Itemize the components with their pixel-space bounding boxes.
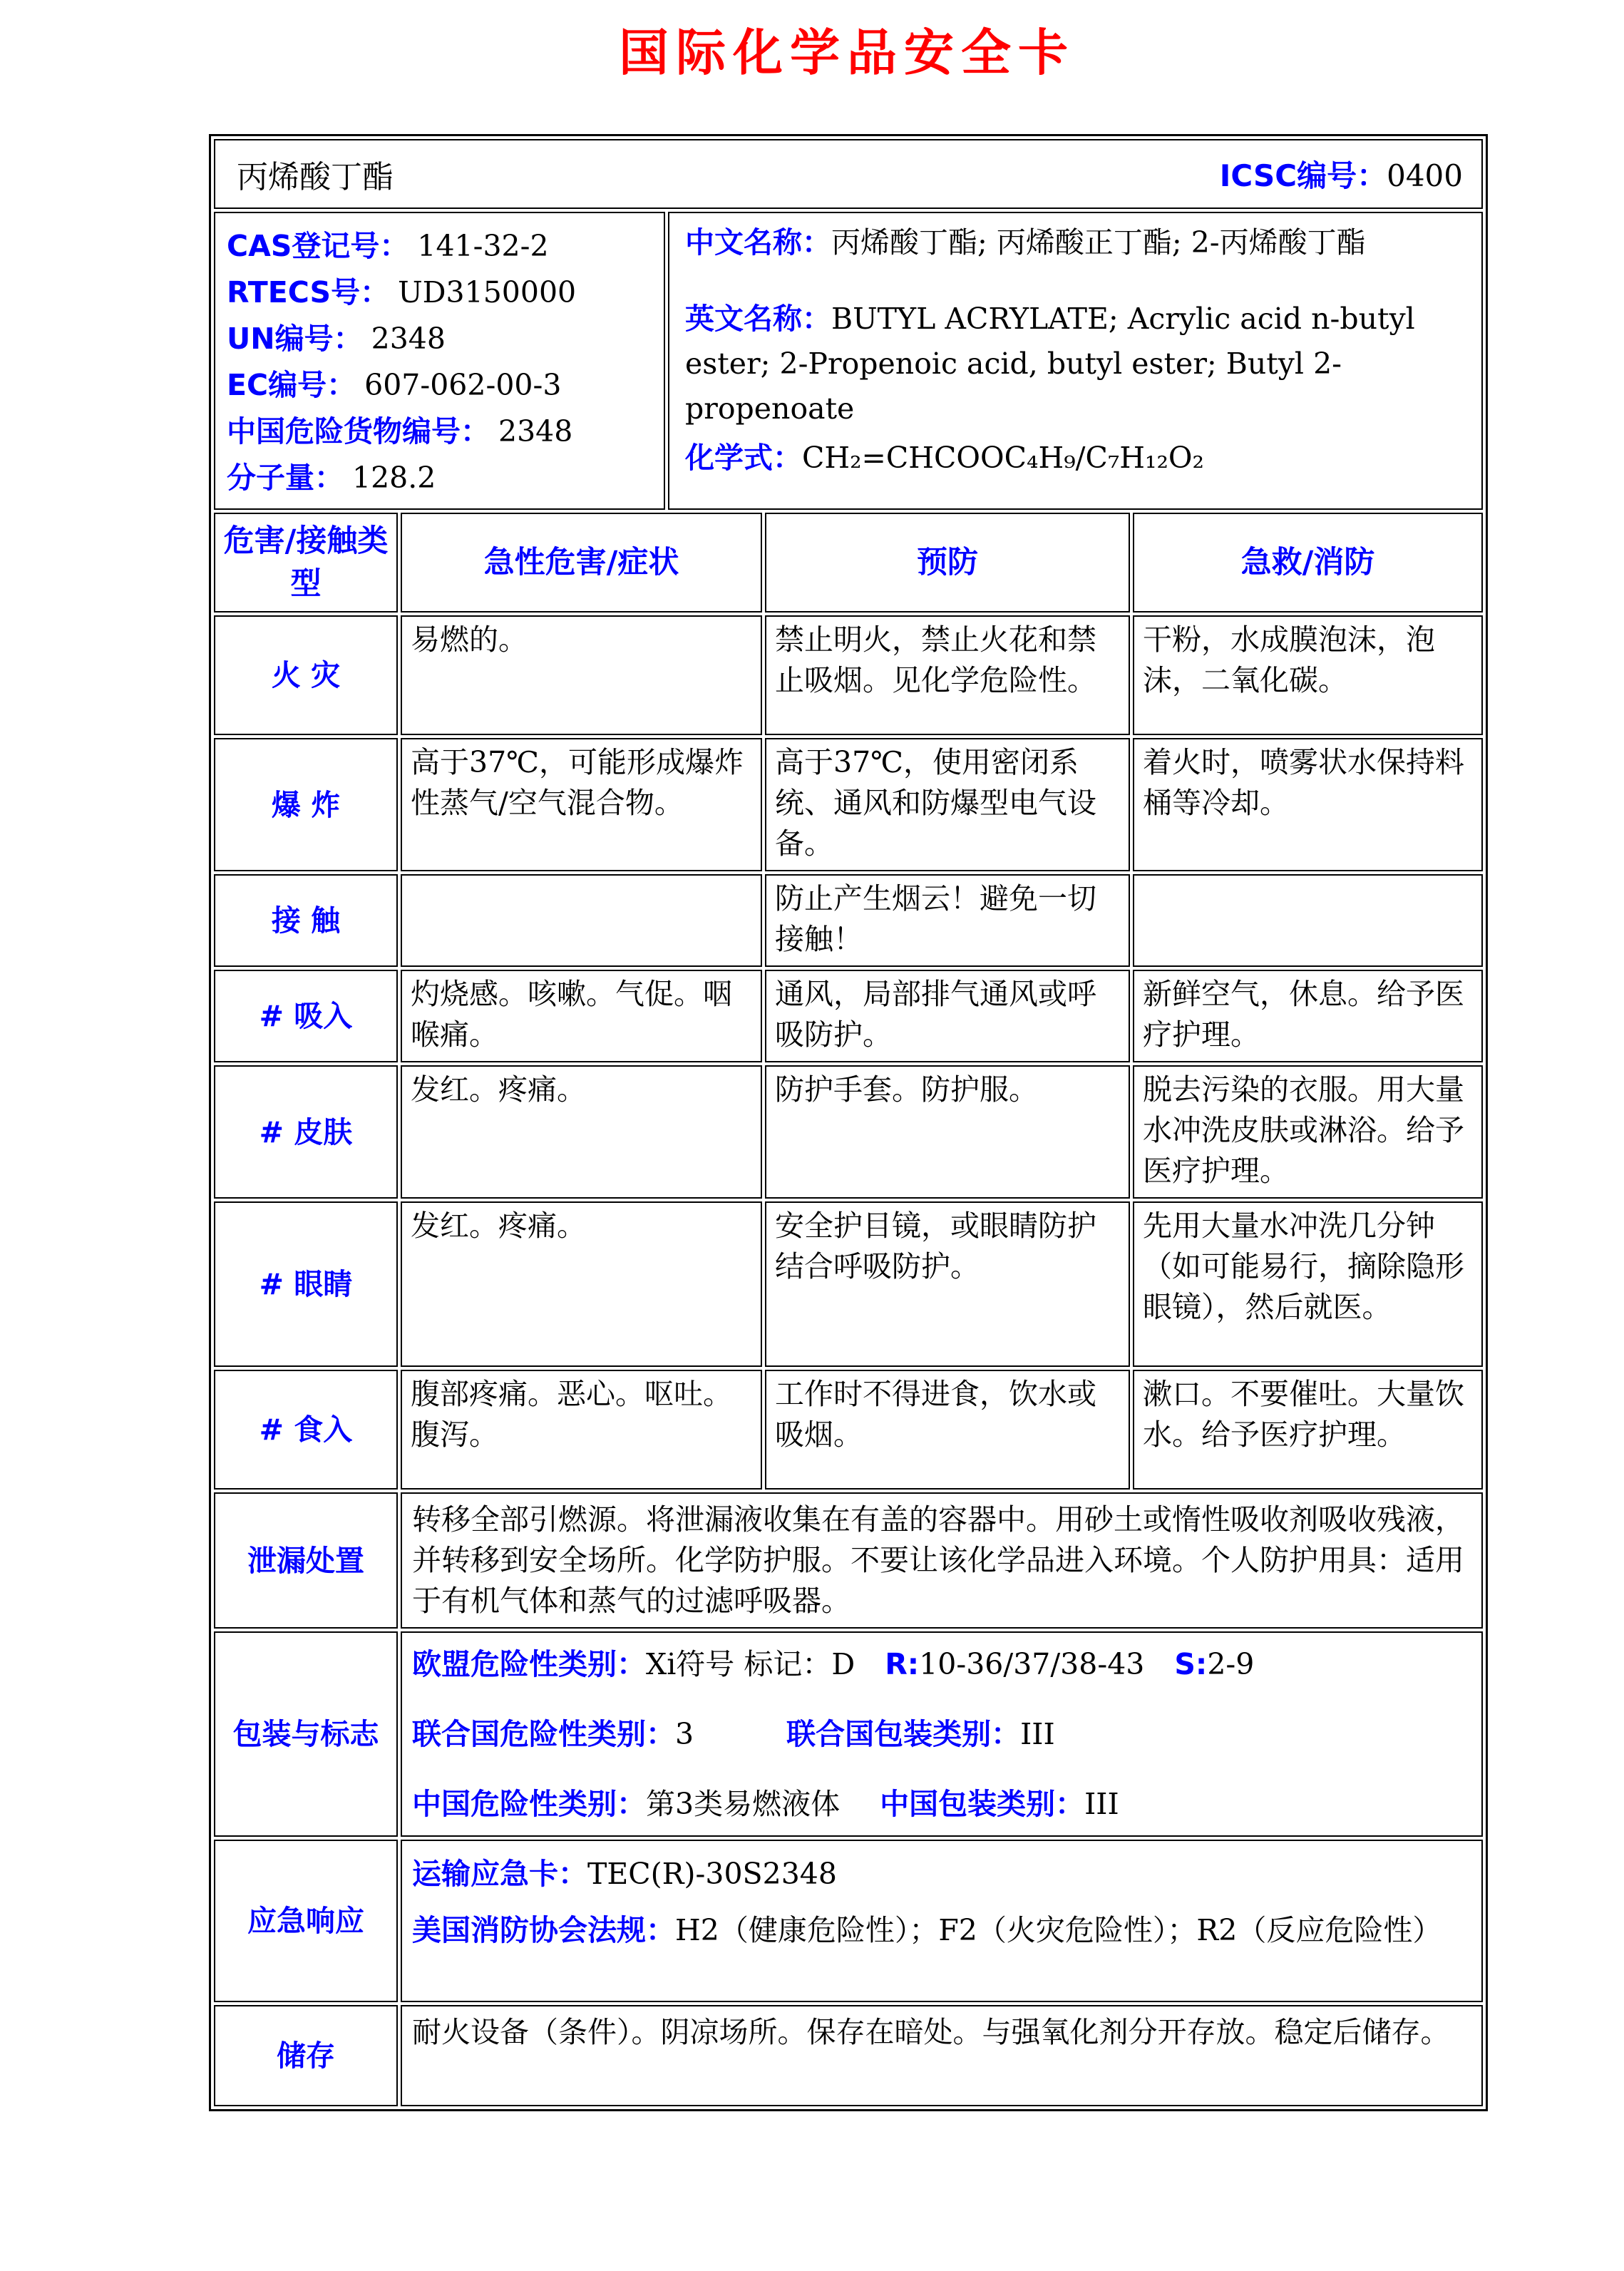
name-cell	[214, 139, 1483, 209]
header-acute-symptoms: 急性危害/症状	[401, 513, 762, 612]
transport-emergency-card-line: 运输应急卡：TEC(R)-30S2348	[412, 1857, 837, 1891]
row-label-inhalation: # 吸入	[214, 970, 398, 1062]
section-row-storage	[214, 2005, 1483, 2106]
skin-symptoms: 发红。疼痛。	[401, 1065, 762, 1199]
row-label-contact: 接 触	[214, 874, 398, 967]
section-label-packaging: 包装与标志	[214, 1631, 398, 1837]
inhalation-symptoms: 灼烧感。咳嗽。气促。咽喉痛。	[401, 970, 762, 1062]
fire-symptoms: 易燃的。	[401, 615, 762, 735]
hazard-row-inhalation	[214, 970, 1483, 1062]
ec-number-line: EC编号： 607-062-00-3	[227, 368, 562, 402]
cas-number-line: CAS登记号： 141-32-2	[227, 229, 549, 263]
section-row-packaging	[214, 1631, 1483, 1837]
identifier-row	[214, 212, 1483, 510]
skin-response: 脱去污染的衣服。用大量水冲洗皮肤或淋浴。给予医疗护理。	[1133, 1065, 1483, 1199]
chemical-name: 丙烯酸丁酯	[237, 159, 394, 195]
ingestion-response: 漱口。不要催吐。大量饮水。给予医疗护理。	[1133, 1370, 1483, 1490]
fire-response: 干粉，水成膜泡沫，泡沫，二氧化碳。	[1133, 615, 1483, 735]
fire-prevention: 禁止明火，禁止火花和禁止吸烟。见化学危险性。	[765, 615, 1130, 735]
rtecs-number-line: RTECS号： UD3150000	[227, 275, 577, 309]
skin-prevention: 防护手套。防护服。	[765, 1065, 1130, 1199]
hazard-table-header	[214, 513, 1483, 612]
contact-prevention: 防止产生烟云！避免一切接触！	[765, 874, 1130, 967]
explosion-symptoms: 高于37℃，可能形成爆炸性蒸气/空气混合物。	[401, 738, 762, 871]
eyes-response: 先用大量水冲洗几分钟（如可能易行，摘除隐形眼镜），然后就医。	[1133, 1201, 1483, 1367]
inhalation-response: 新鲜空气，休息。给予医疗护理。	[1133, 970, 1483, 1062]
eu-hazard-class-line: 欧盟危险性类别：Xi符号 标记：D R:10-36/37/38-43 S:2-9	[412, 1647, 1255, 1681]
row-label-ingestion: # 食入	[214, 1370, 398, 1490]
english-names: 英文名称：BUTYL ACRYLATE; Acrylic acid n-butyl ester; 2-Propenoic acid, butyl ester; Butyl 2-propenoate	[685, 302, 1415, 426]
hazard-row-eyes	[214, 1201, 1483, 1367]
icsc-card	[209, 134, 1488, 2111]
header-prevention: 预防	[765, 513, 1130, 612]
icsc-label: ICSC编号：	[1219, 158, 1387, 193]
hazard-row-fire	[214, 615, 1483, 735]
eyes-symptoms: 发红。疼痛。	[401, 1201, 762, 1367]
nfpa-code-line: 美国消防协会法规：H2（健康危险性）；F2（火灾危险性）；R2（反应危险性）	[412, 1913, 1442, 1947]
ingestion-symptoms: 腹部疼痛。恶心。呕吐。腹泻。	[401, 1370, 762, 1490]
contact-symptoms	[401, 874, 762, 967]
eyes-prevention: 安全护目镜，或眼睛防护结合呼吸防护。	[765, 1201, 1130, 1367]
hazard-row-ingestion	[214, 1370, 1483, 1490]
hazard-row-skin	[214, 1065, 1483, 1199]
packaging-content	[401, 1631, 1483, 1837]
section-label-emergency: 应急响应	[214, 1840, 398, 2002]
chemical-formula: 化学式：CH₂=CHCOOC₄H₉/C₇H₁₂O₂	[685, 441, 1204, 475]
explosion-response: 着火时，喷雾状水保持料桶等冷却。	[1133, 738, 1483, 871]
hazard-row-explosion	[214, 738, 1483, 871]
section-label-storage: 储存	[214, 2005, 398, 2106]
un-number-line: UN编号： 2348	[227, 322, 446, 356]
header-hazard-type: 危害/接触类型	[214, 513, 398, 612]
explosion-prevention: 高于37℃，使用密闭系统、通风和防爆型电气设备。	[765, 738, 1130, 871]
un-class-line: 联合国危险性类别：3 联合国包装类别：III	[412, 1717, 1055, 1751]
name-row	[214, 139, 1483, 209]
china-class-line: 中国危险性类别：第3类易燃液体 中国包装类别：III	[412, 1787, 1119, 1821]
section-row-spill	[214, 1492, 1483, 1629]
registry-numbers-cell	[214, 212, 665, 510]
row-label-skin: # 皮肤	[214, 1065, 398, 1199]
contact-response	[1133, 874, 1483, 967]
row-label-eyes: # 眼睛	[214, 1201, 398, 1367]
header-first-aid: 急救/消防	[1133, 513, 1483, 612]
row-label-fire: 火 灾	[214, 615, 398, 735]
section-row-emergency	[214, 1840, 1483, 2002]
inhalation-prevention: 通风，局部排气通风或呼吸防护。	[765, 970, 1130, 1062]
page-title: 国际化学品安全卡	[619, 23, 1075, 82]
spill-content: 转移全部引燃源。将泄漏液收集在有盖的容器中。用砂土或惰性吸收剂吸收残液，并转移到安全场所。化学防护服。不要让该化学品进入环境。个人防护用具：适用于有机气体和蒸气的过滤呼吸器。	[401, 1492, 1483, 1629]
china-dg-number-line: 中国危险货物编号： 2348	[227, 414, 573, 448]
icsc-number: ICSC编号：0400	[1219, 158, 1463, 193]
chinese-names: 中文名称：丙烯酸丁酯; 丙烯酸正丁酯; 2-丙烯酸丁酯	[685, 225, 1366, 260]
molecular-weight-line: 分子量： 128.2	[227, 461, 436, 495]
emergency-content	[401, 1840, 1483, 2002]
storage-content: 耐火设备（条件）。阴凉场所。保存在暗处。与强氧化剂分开存放。稳定后储存。	[401, 2005, 1483, 2106]
row-label-explosion: 爆 炸	[214, 738, 398, 871]
ingestion-prevention: 工作时不得进食，饮水或吸烟。	[765, 1370, 1130, 1490]
hazard-row-contact	[214, 874, 1483, 967]
names-cell	[668, 212, 1483, 510]
section-label-spill: 泄漏处置	[214, 1492, 398, 1629]
